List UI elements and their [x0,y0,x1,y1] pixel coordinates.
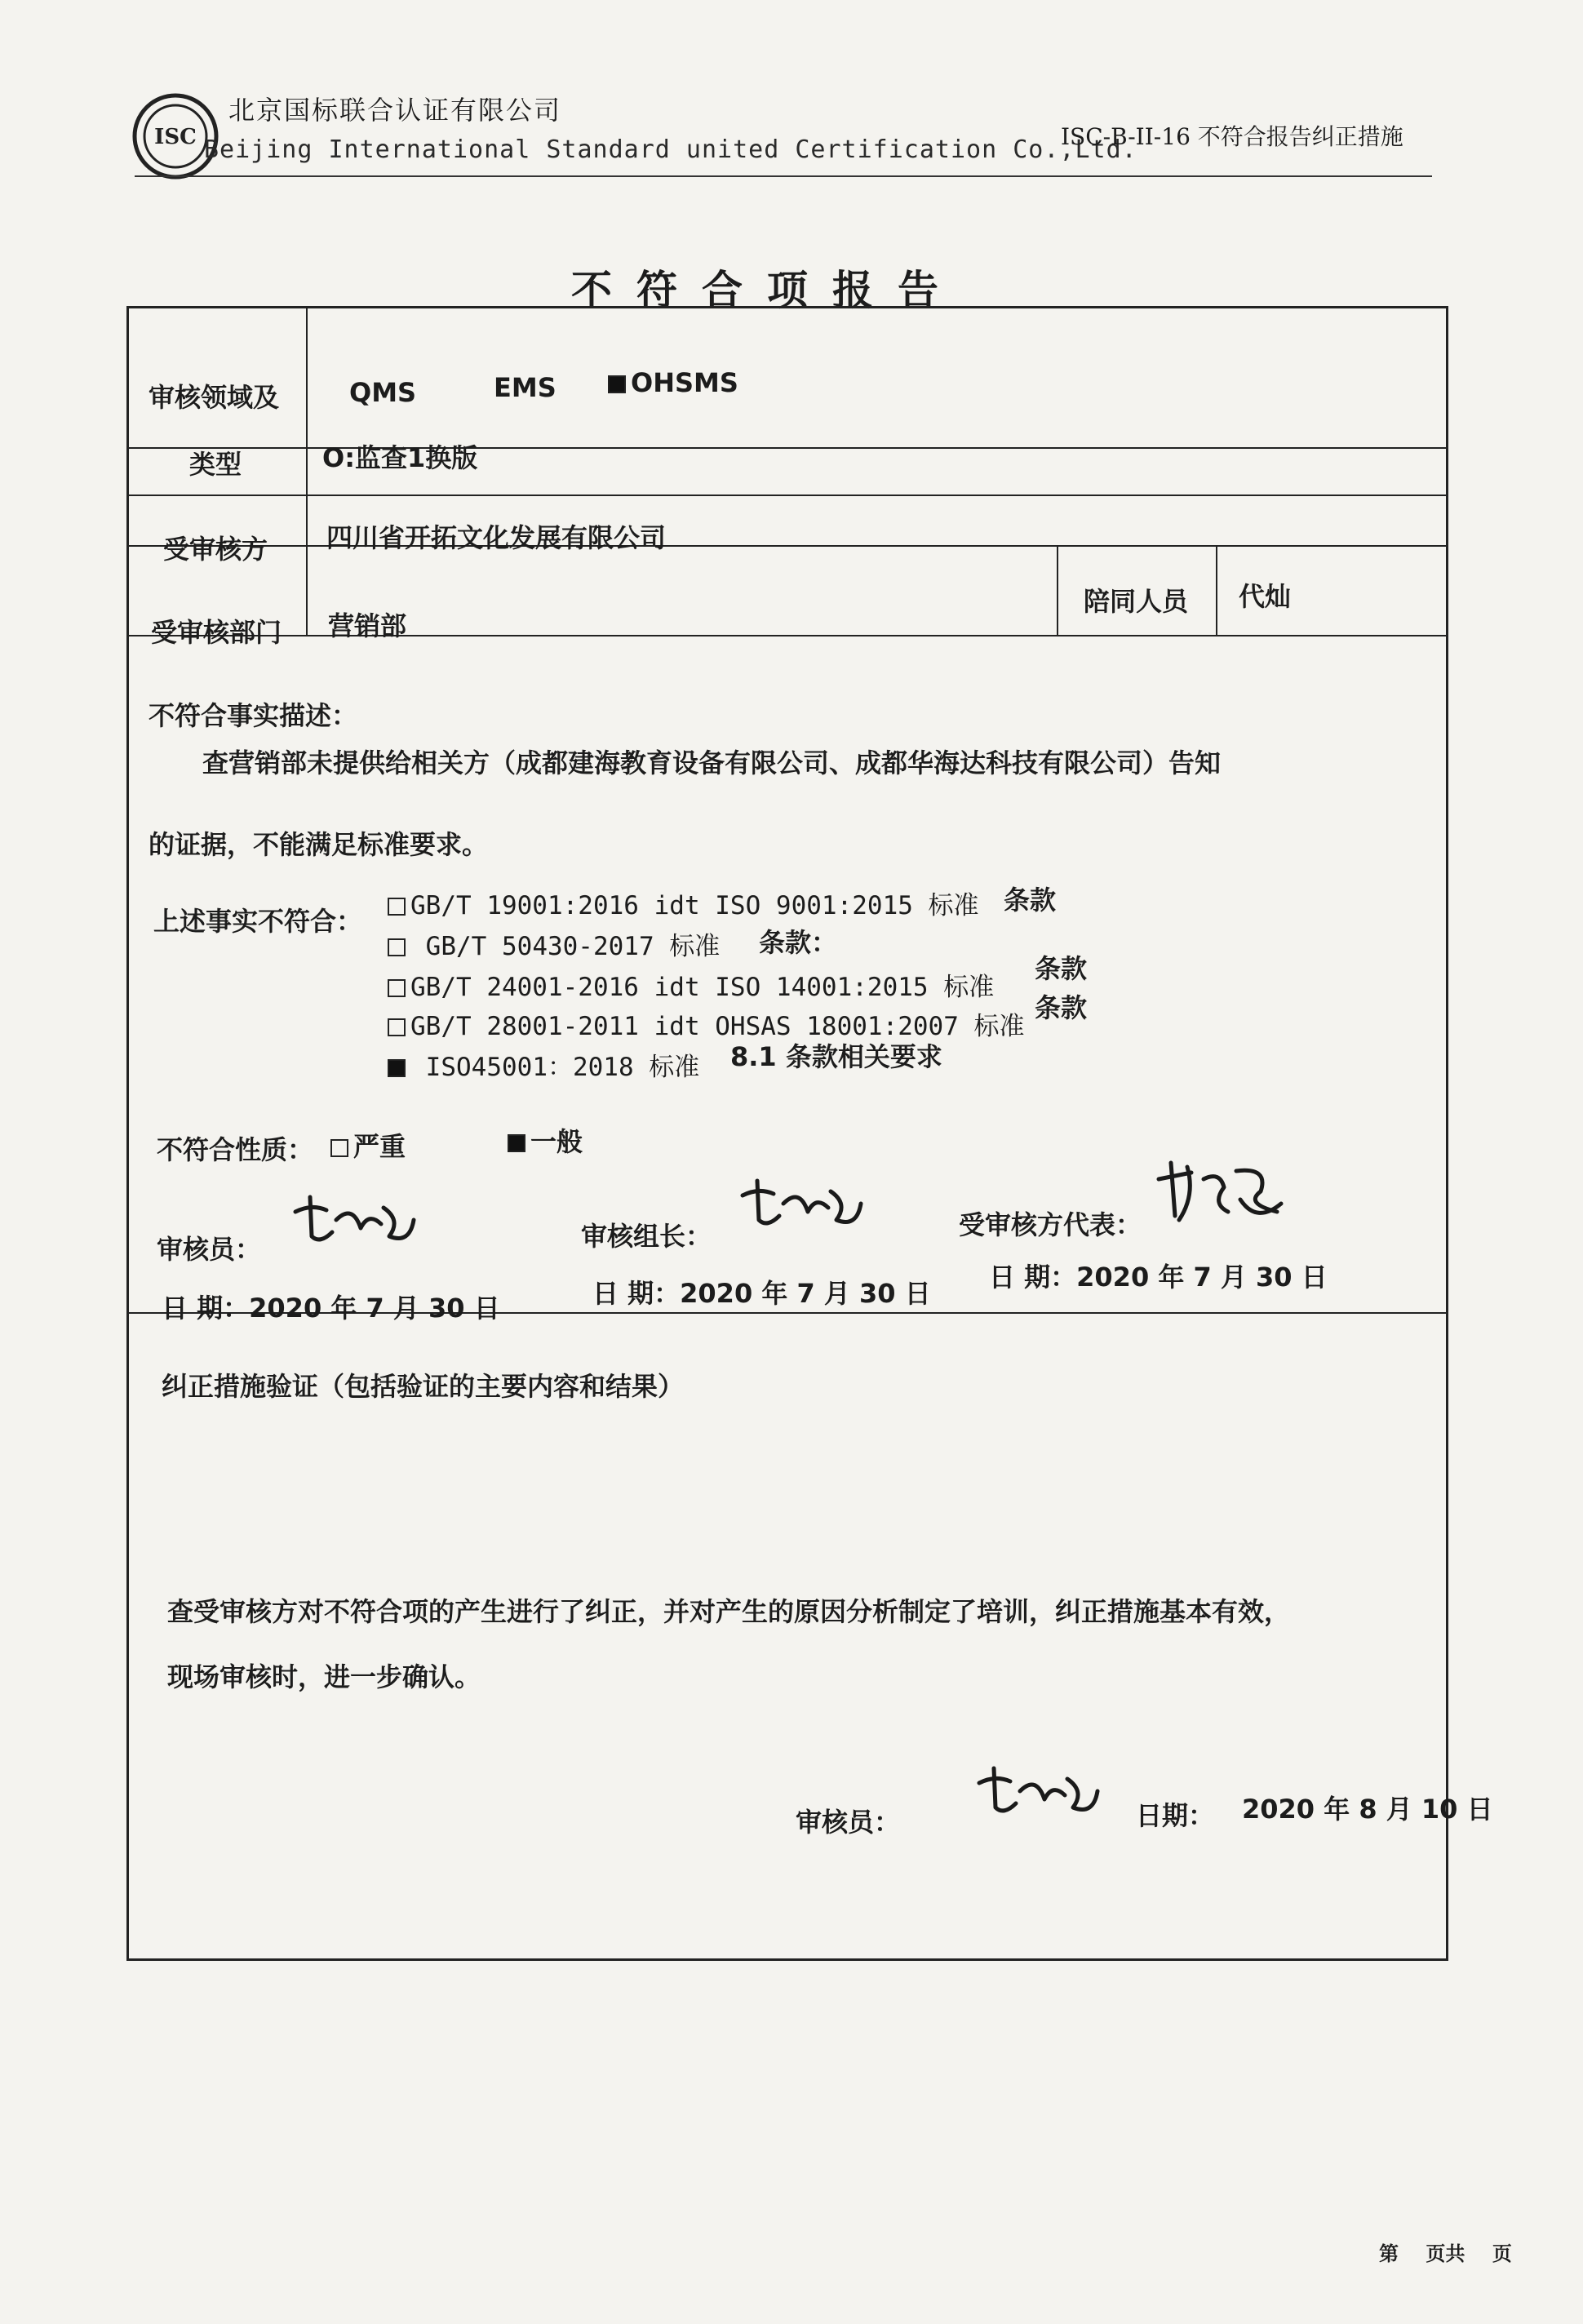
auditor-date: 日 期：2020 年 7 月 30 日 [162,1293,500,1324]
type-label: 类型 [189,449,242,480]
checked-box-icon [508,1134,525,1152]
team-leader-signature [734,1171,865,1236]
standard-item: GB/T 28001-2011 idt OHSAS 18001:2007 标准 [388,1005,1025,1042]
row-divider [126,635,1448,636]
team-leader-label: 审核组长： [581,1221,712,1252]
standard-clause: 条款： [759,927,838,958]
domain-label: 审核领域及 [149,382,280,413]
auditor-label: 审核员： [157,1234,262,1265]
auditee-rep-date: 日 期：2020 年 7 月 30 日 [989,1262,1328,1293]
nature-general: 一般 [508,1121,583,1159]
document-title: 不符合项报告 [571,267,963,314]
column-divider [306,306,308,635]
accompany-value: 代灿 [1239,581,1292,612]
standard-item: GB/T 50430-2017 标准 [388,925,720,962]
row-divider [126,495,1448,496]
standard-clause-selected: 8.1 条款相关要求 [730,1041,942,1072]
row-divider [126,545,1448,547]
checkbox-icon [388,938,406,956]
nature-label: 不符合性质： [157,1134,314,1165]
standard-item-selected: ISO45001：2018 标准 [388,1046,699,1083]
verification-heading: 纠正措施验证（包括验证的主要内容和结果） [162,1371,685,1402]
nature-severe: 严重 [330,1126,406,1164]
company-name-cn: 北京国标联合认证有限公司 [228,95,562,126]
checkbox-icon [388,898,406,916]
checkbox-icon [388,979,406,997]
auditee-label: 受审核方 [163,534,268,565]
logo-text: ISC [154,125,197,149]
audit-type-value: O:监查1换版 [322,442,478,473]
checked-box-icon [388,1059,406,1077]
department-value: 营销部 [328,610,407,641]
column-divider [1216,545,1217,635]
company-name-en: Beijing International Standard united Certification Co.,Ltd. [204,135,1137,164]
standard-clause: 条款 [1035,953,1088,984]
accompany-label: 陪同人员 [1084,586,1189,617]
department-label: 受审核部门 [151,617,282,648]
checkbox-icon [388,1018,406,1036]
option-ems: EMS [494,372,556,403]
standards-label: 上述事实不符合： [153,906,363,937]
auditee-rep-label: 受审核方代表： [959,1209,1142,1240]
auditor-signature [287,1187,418,1253]
verification-date-value: 2020 年 8 月 10 日 [1242,1794,1493,1825]
auditee-rep-signature [1146,1155,1285,1228]
team-leader-date: 日 期：2020 年 7 月 30 日 [592,1278,931,1309]
verification-date-label: 日期： [1136,1800,1215,1831]
description-label: 不符合事实描述： [149,700,358,731]
standard-clause: 条款 [1035,992,1088,1023]
header-divider [135,175,1432,177]
report-table [126,306,1448,1961]
description-line-2: 的证据，不能满足标准要求。 [149,829,489,860]
form-code: ISC-B-II-16 不符合报告纠正措施 [1061,123,1403,150]
checkbox-icon [330,1139,348,1157]
column-divider [1057,545,1058,635]
checked-box-icon [608,375,626,393]
standard-clause: 条款 [1004,885,1057,916]
description-line-1: 查营销部未提供给相关方（成都建海教育设备有限公司、成都华海达科技有限公司）告知 [202,747,1222,778]
page-number: 第 页共 页 [1379,2242,1512,2265]
verification-auditor-signature [971,1759,1102,1824]
standard-item: GB/T 19001:2016 idt ISO 9001:2015 标准 [388,885,979,921]
standard-item: GB/T 24001-2016 idt ISO 14001:2015 标准 [388,966,994,1003]
option-ohsms: OHSMS [608,367,738,398]
verification-auditor-label: 审核员： [796,1807,901,1838]
option-qms: QMS [349,377,417,408]
verification-line-2: 现场审核时，进一步确认。 [167,1661,481,1692]
auditee-value: 四川省开拓文化发展有限公司 [326,522,667,553]
verification-line-1: 查受审核方对不符合项的产生进行了纠正，并对产生的原因分析制定了培训，纠正措施基本有效， [167,1596,1291,1627]
